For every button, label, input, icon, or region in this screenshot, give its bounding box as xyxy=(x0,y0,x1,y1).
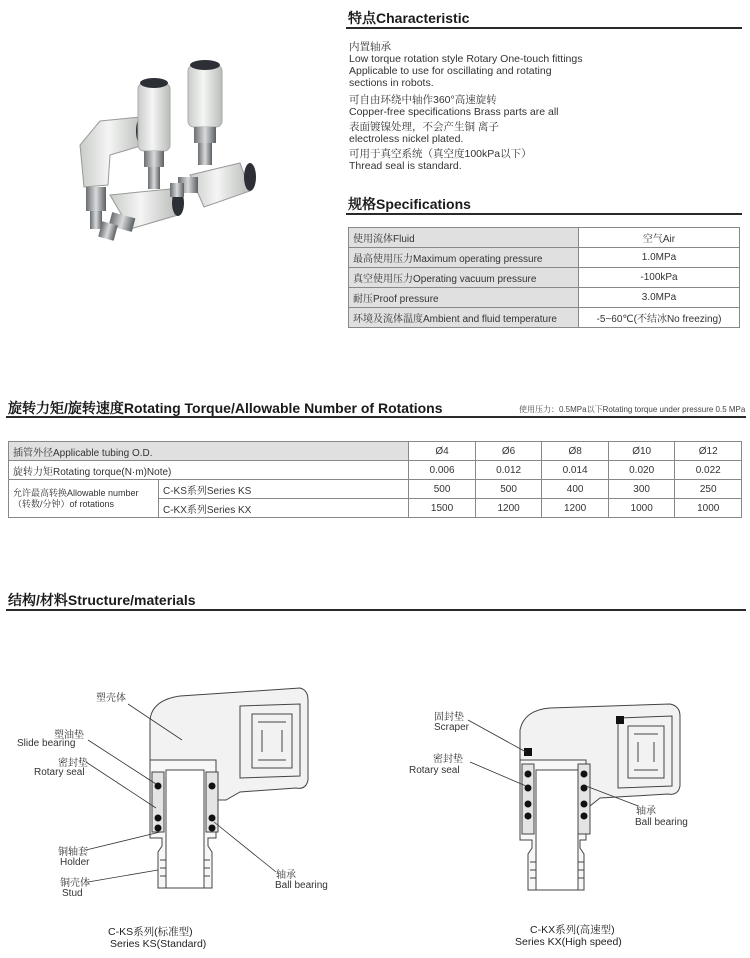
specifications-table xyxy=(348,227,740,328)
kx-caption-2: Series KX(High speed) xyxy=(515,936,622,948)
table-row xyxy=(349,248,740,268)
char-line: Applicable to use for oscillating and rotating xyxy=(349,65,552,77)
char-line: Low torque rotation style Rotary One-touch fittings xyxy=(349,53,583,65)
table-row xyxy=(9,442,742,461)
kx-cell: 1000 xyxy=(608,499,675,518)
ks-shell-label: 塑壳体 xyxy=(96,693,126,704)
rotation-table xyxy=(8,441,742,518)
ks-slide-cn: 塑油垫 xyxy=(54,730,84,741)
spec-label: 环境及流体温度Ambient and fluid temperature xyxy=(349,308,579,328)
characteristic-text xyxy=(349,41,582,172)
ks-caption-1: C-KS系列(标准型) xyxy=(108,926,193,938)
ks-cell: 500 xyxy=(409,480,476,499)
char-line: sections in robots. xyxy=(349,77,434,89)
ks-rotary-en: Rotary seal xyxy=(34,767,85,778)
ks-label: C-KS系列Series KS xyxy=(159,480,409,499)
torque-cell: 0.020 xyxy=(608,461,675,480)
spec-value: 空气Air xyxy=(579,228,740,248)
kx-cell: 1000 xyxy=(675,499,742,518)
torque-label: 旋转力矩Rotating torque(N·m)Note) xyxy=(9,461,409,480)
ks-cell: 500 xyxy=(475,480,542,499)
size-cell: Ø8 xyxy=(542,442,609,461)
kx-scraper-cn: 固封垫 xyxy=(434,712,464,723)
rotation-rule xyxy=(6,416,746,418)
straight-fitting-1 xyxy=(138,78,170,189)
table-row xyxy=(9,461,742,480)
allowable-label-1: 允许最高转换Allowable number xyxy=(13,487,139,498)
torque-cell: 0.022 xyxy=(675,461,742,480)
spec-value: -5~60℃(不结冰No freezing) xyxy=(579,308,740,328)
allowable-label-2: （转数/分钟）of rotations xyxy=(13,498,115,509)
table-row xyxy=(349,268,740,288)
size-cell: Ø12 xyxy=(675,442,742,461)
ks-ball-en: Ball bearing xyxy=(275,880,328,891)
char-line: 可自由环绕中轴作360°高速旋转 xyxy=(349,94,497,106)
kx-scraper-en: Scraper xyxy=(434,722,470,733)
kx-label: C-KX系列Series KX xyxy=(159,499,409,518)
specifications-title: 规格Specifications xyxy=(348,196,471,212)
kx-caption-1: C-KX系列(高速型) xyxy=(530,924,615,936)
product-photo xyxy=(60,45,285,255)
table-row xyxy=(349,288,740,308)
table-row xyxy=(349,308,740,328)
kx-cell: 1200 xyxy=(475,499,542,518)
kx-ball-cn: 轴承 xyxy=(636,806,656,817)
ks-stud-en: Stud xyxy=(62,888,83,899)
size-cell: Ø4 xyxy=(409,442,476,461)
size-cell: Ø6 xyxy=(475,442,542,461)
kx-rotary-cn: 密封垫 xyxy=(433,754,463,765)
spec-label: 真空使用压力Operating vacuum pressure xyxy=(349,268,579,288)
rotation-note: 使用压力：0.5MPa以下Rotating torque under pressure 0.5 MPa xyxy=(519,405,746,414)
straight-fitting-2 xyxy=(188,60,222,165)
ks-cell: 250 xyxy=(675,480,742,499)
ks-cell: 300 xyxy=(608,480,675,499)
spec-value: 3.0MPa xyxy=(579,288,740,308)
kx-cell: 1200 xyxy=(542,499,609,518)
kx-rotary-en: Rotary seal xyxy=(409,765,460,776)
torque-cell: 0.006 xyxy=(409,461,476,480)
specifications-rule xyxy=(346,213,742,215)
ks-cell: 400 xyxy=(542,480,609,499)
ks-holder-cn: 铜轴套 xyxy=(58,847,88,858)
ks-caption-2: Series KS(Standard) xyxy=(110,938,207,950)
structure-title: 结构/材料Structure/materials xyxy=(8,592,196,608)
char-line: Thread seal is standard. xyxy=(349,160,462,172)
ks-rotary-cn: 密封垫 xyxy=(58,758,88,769)
table-row xyxy=(349,228,740,248)
spec-label: 耐压Proof pressure xyxy=(349,288,579,308)
ks-ball-cn: 轴承 xyxy=(276,870,296,881)
char-line: electroless nickel plated. xyxy=(349,133,464,145)
table-row xyxy=(9,480,742,499)
tubing-label: 插管外径Applicable tubing O.D. xyxy=(9,442,409,461)
size-cell: Ø10 xyxy=(608,442,675,461)
char-line: 表面镀镍处理，不会产生铜 离子 xyxy=(349,121,499,133)
spec-value: 1.0MPa xyxy=(579,248,740,268)
kx-ball-en: Ball bearing xyxy=(635,817,688,828)
ks-stud-cn: 铜壳体 xyxy=(60,878,90,889)
spec-label: 最高使用压力Maximum operating pressure xyxy=(349,248,579,268)
spec-label: 使用流体Fluid xyxy=(349,228,579,248)
allowable-label xyxy=(9,480,159,518)
kx-cell: 1500 xyxy=(409,499,476,518)
characteristic-title: 特点Characteristic xyxy=(348,10,470,26)
torque-cell: 0.012 xyxy=(475,461,542,480)
torque-cell: 0.014 xyxy=(542,461,609,480)
char-line: Copper-free specifications Brass parts are all xyxy=(349,106,559,118)
char-line: 可用于真空系统（真空度100kPa以下） xyxy=(349,148,532,160)
ks-slide-en: Slide bearing xyxy=(17,738,76,749)
structure-rule xyxy=(6,609,746,611)
rotation-title: 旋转力矩/旋转速度Rotating Torque/Allowable Number of Rotations xyxy=(8,400,443,416)
ks-holder-en: Holder xyxy=(60,857,90,868)
characteristic-rule xyxy=(346,27,742,29)
spec-value: -100kPa xyxy=(579,268,740,288)
char-line: 内置轴承 xyxy=(349,41,391,53)
